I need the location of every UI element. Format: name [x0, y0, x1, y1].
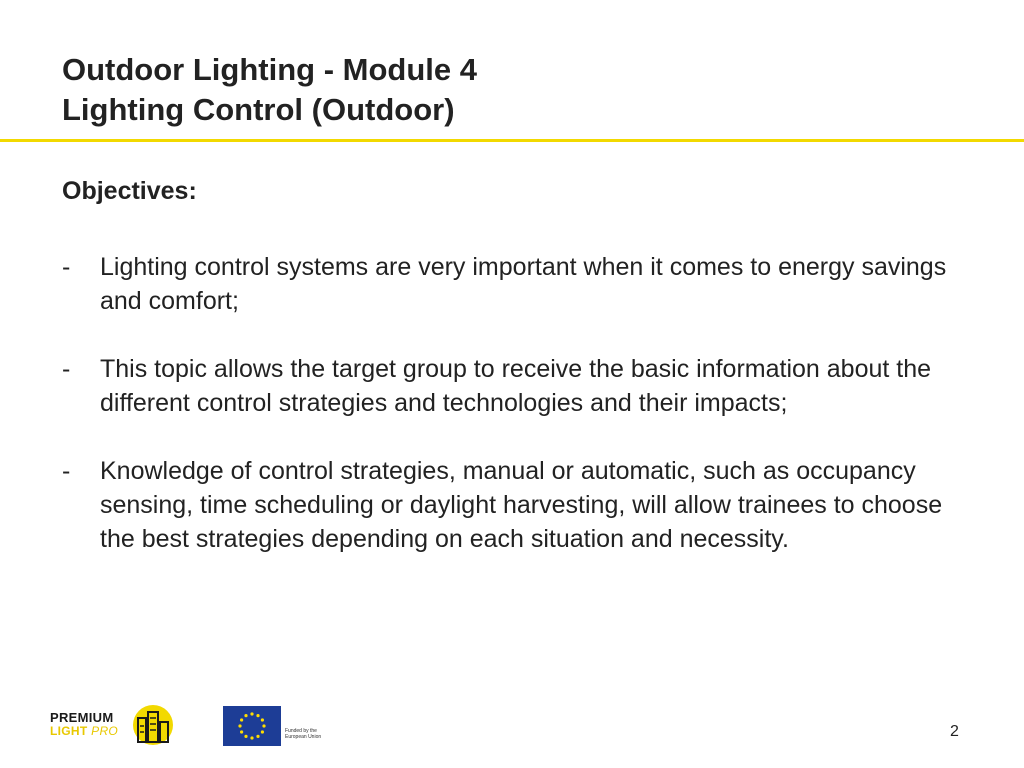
bullet-text: Lighting control systems are very important when it comes to energy savings and comfort;	[100, 253, 947, 315]
bullet-text: This topic allows the target group to receive the basic information about the different control strategies and technologies and their impacts;	[100, 355, 932, 417]
logo-pro-word: PRO	[91, 724, 119, 738]
logo-premium-text: PREMIUM	[50, 710, 114, 725]
bullet-marker: -	[62, 355, 71, 383]
slide-body	[62, 175, 982, 590]
objectives-heading: Objectives:	[62, 177, 197, 205]
bullet-text: Knowledge of control strategies, manual or automatic, such as occupancy sensing, time scheduling or daylight harvesting, will allow trainees to choose the best strategies depending on each situation and necessity.	[100, 457, 943, 553]
slide-title	[62, 50, 477, 130]
eu-flag-icon	[223, 706, 281, 746]
slide-title-line-2: Lighting Control (Outdoor)	[62, 92, 455, 127]
slide-title-line-1: Outdoor Lighting - Module 4	[62, 52, 477, 87]
building-lamp-icon	[130, 702, 176, 748]
page-number: 2	[950, 723, 959, 740]
bullet-marker: -	[62, 253, 71, 281]
bullet-marker: -	[62, 457, 71, 485]
eu-funding-logo	[223, 706, 333, 746]
premium-light-pro-logo	[50, 702, 180, 752]
bullet-item	[62, 352, 982, 420]
logo-light-word: LIGHT	[50, 724, 88, 738]
title-divider	[0, 139, 1024, 142]
slide-footer	[0, 696, 1024, 756]
bullet-item	[62, 250, 982, 318]
bullet-item	[62, 454, 982, 556]
logo-light-text	[50, 724, 118, 738]
eu-funding-text: Funded by the European Union	[285, 728, 322, 740]
